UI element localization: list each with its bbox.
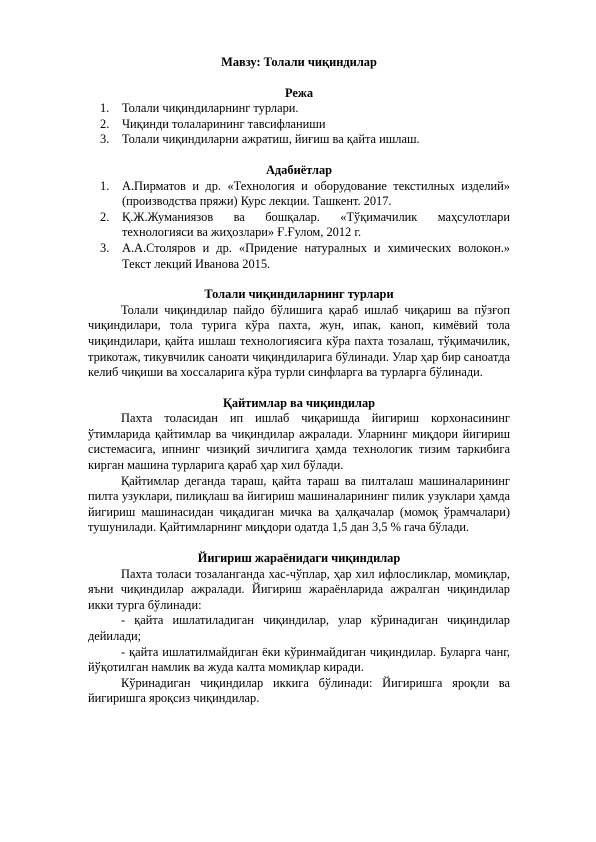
plan-heading: Режа — [284, 85, 314, 100]
reference-item: 2. Қ.Ж.Жуманиязов ва бошқалар. «Тўқимачилик маҳсулотлари технологияси ва жиҳозлари» Ғ.Ғулом, 2012 г. — [100, 209, 510, 240]
plan-list — [88, 101, 510, 148]
section-heading: Қайтимлар ва чиқиндилар — [222, 395, 376, 410]
references-heading: Адабиётлар — [265, 162, 333, 177]
paragraph: - қайта ишлатиладиган чиқиндилар, улар кўринадиган чиқиндилар дейилади; — [88, 613, 510, 643]
paragraph: - қайта ишлатилмайдиган ёки кўринмайдиган чиқиндилар. Буларга чанг, йўқотилган намлик ва жуда калта момиқлар киради. — [88, 644, 510, 675]
reference-item: 3. А.А.Столяров и др. «Придение натуралных и химических волокон.» Текст лекций Иванова 2015. — [100, 240, 510, 271]
references-list — [88, 179, 510, 273]
section-heading: Йигириш жараёнидаги чиқиндилар — [197, 551, 401, 566]
paragraph: Кўринадиган чиқиндилар иккига бўлинади: Йигиришга яроқли ва йигиришга яроқсиз чиқиндилар. — [88, 675, 510, 706]
section-heading: Толали чиқиндиларнинг турлари — [204, 287, 394, 302]
plan-item: 2. Чиқинди толаларининг тавсифланиши — [100, 116, 326, 131]
reference-item-text: А.Пирматов и др. «Технология и оборудование текстилных изделий» (производства пряжи) Курс лекции. Ташкент. 2017. — [122, 178, 510, 209]
plan-item-text: Чиқинди толаларининг тавсифланиши — [122, 116, 326, 131]
document-title: Мавзу: Толали чиқиндилар — [221, 55, 377, 69]
paragraph: Толали чиқиндилар пайдо бўлишига қараб ишлаб чиқариш ва пўзғоп чиқиндилари, тола турига кўра пахта, жун, ипак, каноп, кимёвий тола чиқиндилари, қайта ишлаш технологиясига кўра пахта тозалаш, тўқимачилик, трикотаж, тикувчилик саноати чиқиндиларига бўлинади. Улар ҳар бир саноатда келиб чиқиши ва хоссаларига кўра турли синфларга ва турларга бўлинади. — [88, 302, 510, 380]
paragraph: Пахта толасидан ип ишлаб чиқаришда йигириш корхонасининг ўтимларида қайтимлар ва чиқиндилар ажралади. Уларнинг миқдори йигириш системасига, ипнинг чизиқий зичлигига ҳамда технологик тизим таркибига кирган машина турларига қараб ҳар хил бўлади. — [88, 411, 510, 473]
plan-item-text: Толали чиқиндиларнинг турлари. — [122, 101, 299, 116]
plan-item: 3. Толали чиқиндиларни ажратиш, йиғиш ва қайта ишлаш. — [100, 132, 420, 147]
reference-item-text: Қ.Ж.Жуманиязов ва бошқалар. «Тўқимачилик маҳсулотлари технологияси ва жиҳозлари» Ғ.Ғулом, 2012 г. — [122, 209, 510, 240]
plan-item: 1. Толали чиқиндиларнинг турлари. — [100, 101, 299, 116]
plan-item-text: Толали чиқиндиларни ажратиш, йиғиш ва қайта ишлаш. — [122, 132, 420, 147]
reference-item-text: А.А.Столяров и др. «Придение натуралных и химических волокон.» Текст лекций Иванова 2015. — [122, 240, 510, 271]
paragraph: Пахта толаси тозаланганда хас-чўплар, ҳар хил ифлосликлар, момиқлар, яъни чиқиндилар ажралади. Йигириш жараёнларида ажралган чиқиндилар икки турга бўлинади: — [88, 566, 510, 612]
reference-item: 1. А.Пирматов и др. «Технология и оборудование текстилных изделий» (производства пряжи) Курс лекции. Ташкент. 2017. — [100, 178, 510, 209]
paragraph: Қайтимлар деганда тараш, қайта тараш ва пилталаш машиналарининг пилта узуклари, пилиқлаш ва йигириш машиналарининг пилик узуклари ҳамда йигириш машинасидан чиқадиган мичка ва ҳалқачалар (момоқ ўрамчалари) тушунилади. Қайтимларнинг миқдори одатда 1,5 дан 3,5 % гача бўлади. — [88, 473, 510, 535]
